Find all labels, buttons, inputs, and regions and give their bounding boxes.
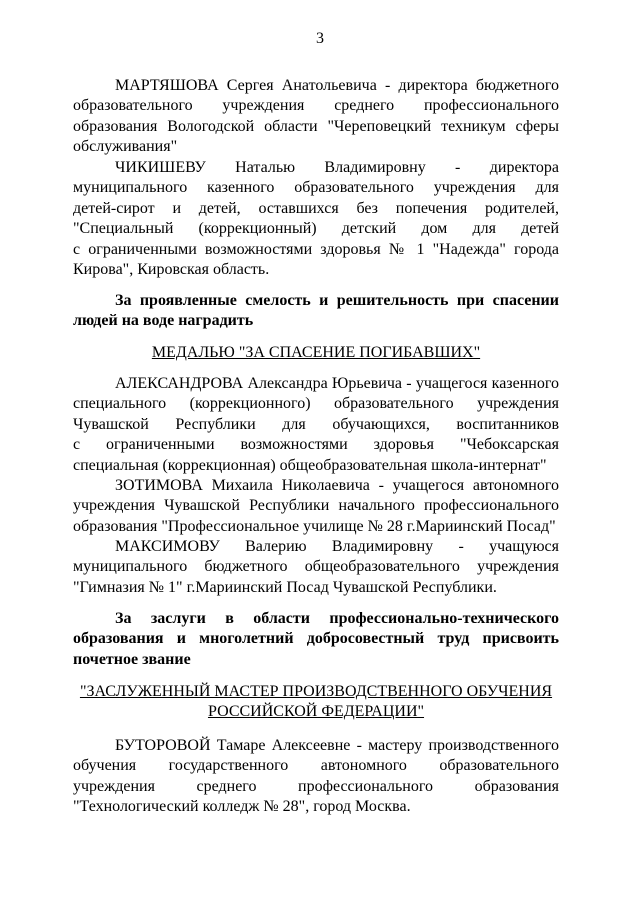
text-line: муниципального казенного образовательного учреждения для [73,179,559,197]
text-line: МАРТЯШОВА Сергея Анатольевича - директора бюджетного [115,77,559,94]
text-line: Чувашской Республики для обучающихся, воспитанников [73,415,559,433]
text-line: МАКСИМОВУ Валерию Владимировну - учащуюся [115,538,559,555]
award-intro-title [73,610,559,671]
text-line: учреждения среднего профессионального образования [73,777,559,795]
award-heading-medal [73,343,559,363]
text-line: БУТОРОВОЙ Тамаре Алексеевне - мастеру производственного [115,737,559,754]
award-heading-title [73,682,559,723]
text-line: АЛЕКСАНДРОВА Александра Юрьевича - учащегося казенного [115,375,559,392]
award-intro-rescue [73,292,559,333]
text-line: "Технологический колледж № 28", город Москва. [73,798,411,816]
recipient-aleksandrov [73,375,559,477]
text-line: "Гимназия № 1" г.Мариинский Посад Чувашской Республики. [73,578,497,596]
text-line: специального (коррекционного) образовательного учреждения [73,395,559,413]
text-line: учреждения Чувашской Республики начального профессионального [73,497,559,515]
text-line: обучения государственного автономного образовательного [73,757,559,775]
text-line: Кирова", Кировская область. [73,260,270,278]
text-line: образования Вологодской области "Череповецкий техникум сферы [73,117,559,135]
nominee-chikisheva [73,159,559,281]
text-line: образовательного учреждения среднего профессионального [73,97,559,115]
text-line: детей-сирот и детей, оставшихся без попечения родителей, [73,199,559,217]
text-line: муниципального бюджетного общеобразовательного учреждения [73,558,559,576]
text-line: людей на воде наградить [73,312,254,330]
recipient-zotimov [73,477,559,538]
award-title: МЕДАЛЬЮ "ЗА СПАСЕНИЕ ПОГИБАВШИХ" [151,344,481,361]
honorary-title-line: РОССИЙСКОЙ ФЕДЕРАЦИИ" [207,703,425,721]
text-line: с ограниченными возможностями здоровья № 1 "Надежда" города [73,240,559,258]
text-line: обслуживания" [73,138,178,156]
text-line: почетное звание [73,650,191,668]
text-line: специальная (коррекционная) общеобразовательная школа-интернат" [73,456,547,474]
text-line: За заслуги в области профессионально-технического [115,610,559,627]
text-line: с ограниченными возможностями здоровья "Чебоксарская [73,436,559,454]
text-line: образования и многолетний добросовестный труд присвоить [73,630,559,648]
text-line: За проявленные смелость и решительность при спасении [115,292,559,309]
nominee-martyashov [73,77,559,159]
text-line: "Специальный (коррекционный) детский дом для детей [73,220,559,238]
recipient-maksimova [73,538,559,599]
recipient-butorova [73,737,559,819]
honorary-title-line: "ЗАСЛУЖЕННЫЙ МАСТЕР ПРОИЗВОДСТВЕННОГО ОБУЧЕНИЯ [79,683,553,700]
text-line: образования "Профессиональное училище № 28 г.Мариинский Посад" [73,517,556,535]
text-line: ЗОТИМОВА Михаила Николаевича - учащегося автономного [115,477,559,494]
text-line: ЧИКИШЕВУ Наталью Владимировну - директора [115,159,559,176]
page-number: 3 [316,30,324,47]
